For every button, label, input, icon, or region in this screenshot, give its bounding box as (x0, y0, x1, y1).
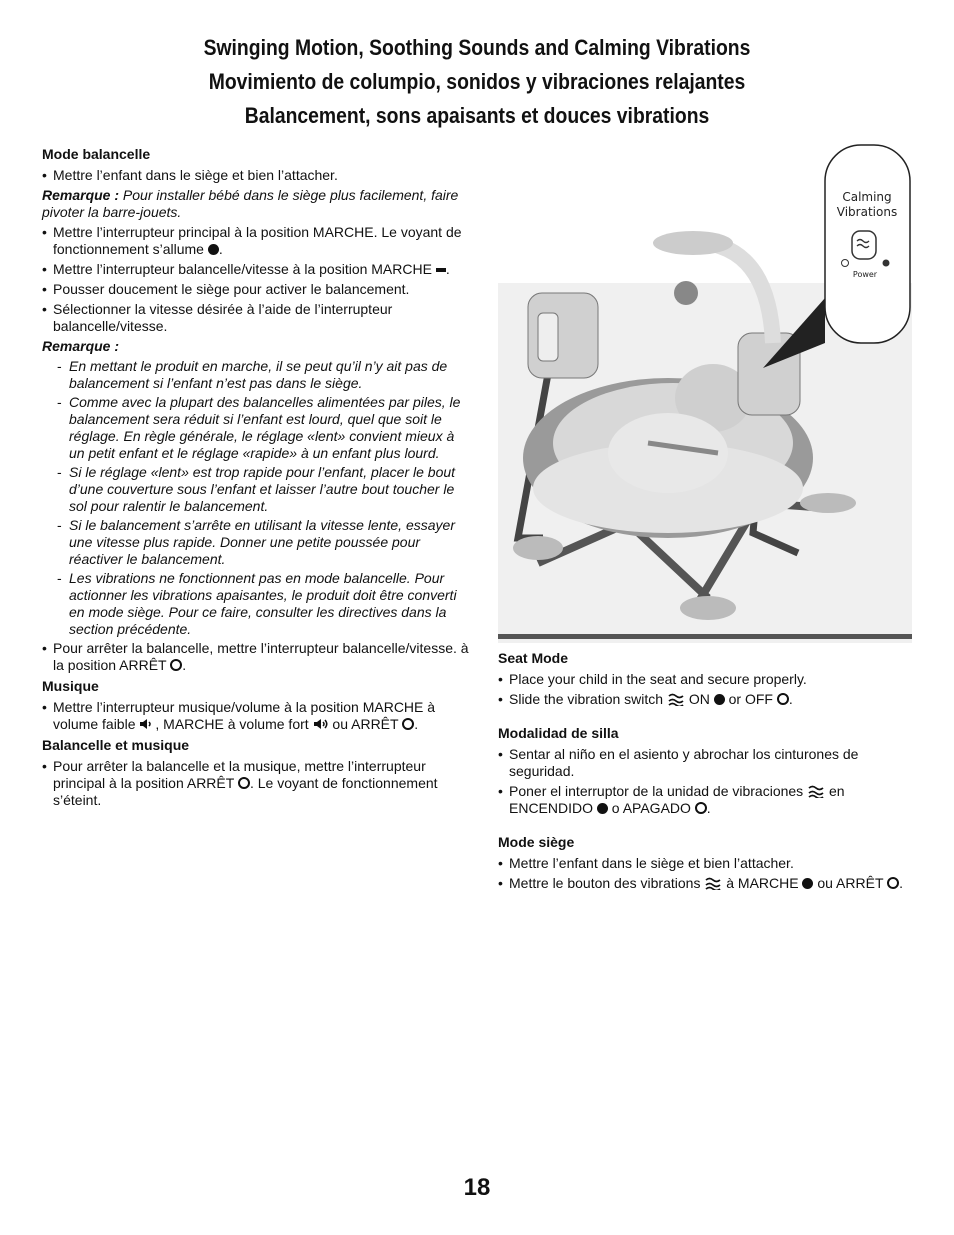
low-volume-icon (139, 718, 155, 730)
off-ring-icon (777, 693, 789, 705)
bullet-text: . Le voyant de fonctionnement s’éteint. (53, 775, 438, 808)
bullet-text: Mettre l’enfant dans le siège et bien l’attacher. (509, 855, 794, 871)
dash-item: - Comme avec la plupart des balancelles alimentées par piles, le balancement sera réduit si l’enfant est lourd, quel que soit le réglage. En règle générale, le réglage «lent» convient mieux à un petit enfant et le réglage «rapide» à un enfant plus lourd. (42, 394, 472, 462)
dash-item: - Si le réglage «lent» est trop rapide pour l’enfant, placer le bout d’une couverture sous l’enfant et laisser l’autre bout toucher le sol pour ralentir le balancement. (42, 464, 472, 515)
bullet-text: ON (684, 691, 714, 707)
bullet-item: • Mettre le bouton des vibrations à MARCHE ou ARRÊT . (498, 875, 918, 892)
vibration-switch-icon (852, 231, 876, 259)
bullet-text: ou ARRÊT (328, 716, 403, 732)
dash-item: - Si le balancement s’arrête en utilisant la vitesse lente, essayer une vitesse plus rapide. Donner une petite poussée pour réactiver le balancement. (42, 517, 472, 568)
bullet-item: • Slide the vibration switch ON or OFF . (498, 691, 918, 708)
bullet-item: • Mettre l’interrupteur musique/volume à la position MARCHE à volume faible , MARCHE à volume fort ou ARRÊT . (42, 699, 472, 733)
bullet-item (42, 167, 472, 184)
title-english: Swinging Motion, Soothing Sounds and Calming Vibrations (203, 35, 751, 60)
note-label: Remarque : (42, 187, 120, 203)
high-volume-icon (313, 718, 329, 730)
off-ring-icon (402, 718, 414, 730)
note-paragraph (42, 187, 472, 221)
dash-item: - En mettant le produit en marche, il se peut qu’il n’y ait pas de balancement si l’enfant n’est pas dans le siège. (42, 358, 472, 392)
callout-label-1: Calming (842, 190, 892, 204)
right-column (498, 650, 918, 895)
bullet-text: Mettre l’interrupteur musique/volume à la position MARCHE à volume faible (53, 699, 436, 732)
section-divider (498, 634, 912, 639)
bullet-text: Poner el interruptor de la unidad de vibraciones (509, 783, 808, 799)
vibration-icon (704, 876, 722, 890)
title-french: Balancement, sons apaisants et douces vibrations (244, 103, 710, 128)
musique-heading: Musique (42, 678, 99, 694)
seat-mode-heading: Seat Mode (498, 650, 569, 666)
bullet-text: à MARCHE (722, 875, 803, 891)
bullet-text: o APAGADO (607, 800, 695, 816)
page-titles (0, 34, 954, 136)
swing-seat-illustration (498, 143, 912, 643)
callout-power-label: Power (852, 270, 878, 279)
bullet-text: ou ARRÊT (813, 875, 888, 891)
note-text: Pour installer bébé dans le siège plus facilement, faire pivoter la barre-jouets. (42, 187, 459, 220)
modalidad-silla-heading: Modalidad de silla (498, 725, 619, 741)
on-dot-icon (597, 803, 608, 814)
note-label: Remarque : (42, 338, 120, 354)
vibration-icon (667, 692, 685, 706)
on-dot-icon (802, 878, 813, 889)
bullet-item (42, 301, 472, 335)
callout-label-2: Vibrations (836, 205, 898, 219)
bullet-item: • Poner el interruptor de la unidad de vibraciones en ENCENDIDO o APAGADO . (498, 783, 918, 817)
mode-balancelle-heading: Mode balancelle (42, 146, 151, 162)
bullet-text: or OFF (724, 691, 777, 707)
bullet-text: Mettre l’enfant dans le siège et bien l’attacher. (53, 167, 338, 183)
bullet-text: Mettre l’interrupteur principal à la position MARCHE. Le voyant de fonctionnement s’allume (53, 224, 462, 257)
bullet-item (42, 281, 472, 298)
dash-item: - Les vibrations ne fonctionnent pas en mode balancelle. Pour actionner les vibrations apaisantes, le produit doit être converti en mode siège. Pour ce faire, consulter les directives dans la section précédente. (42, 570, 472, 638)
balancelle-musique-heading: Balancelle et musique (42, 737, 190, 753)
bullet-item (498, 855, 918, 872)
off-ring-icon (887, 877, 899, 889)
bullet-text: Slide the vibration switch (509, 691, 667, 707)
left-column (42, 146, 472, 812)
bullet-text: Pour arrêter la balancelle, mettre l’interrupteur balancelle/vitesse. à la position ARRÊT (53, 640, 469, 673)
off-ring-icon (238, 777, 250, 789)
bullet-item: • Mettre l’interrupteur principal à la position MARCHE. Le voyant de fonctionnement s’allume . (42, 224, 472, 258)
bullet-text: Mettre le bouton des vibrations (509, 875, 705, 891)
bullet-text: Sélectionner la vitesse désirée à l’aide de l’interrupteur balancelle/vitesse. (53, 301, 393, 334)
on-dot-icon (208, 244, 219, 255)
swing-on-dash-icon (436, 268, 446, 272)
vibration-icon (807, 784, 825, 798)
off-ring-icon (695, 802, 707, 814)
on-dot-icon (714, 694, 725, 705)
page-number: 18 (463, 1174, 491, 1201)
note-paragraph (42, 338, 472, 355)
bullet-text: Mettre l’interrupteur balancelle/vitesse à la position MARCHE (53, 261, 436, 277)
bullet-text: en ENCENDIDO (509, 783, 845, 816)
bullet-item (498, 746, 918, 780)
bullet-text: Pousser doucement le siège pour activer le balancement. (53, 281, 410, 297)
title-spanish: Movimiento de columpio, sonidos y vibraciones relajantes (208, 69, 746, 94)
bullet-item: • Pour arrêter la balancelle, mettre l’interrupteur balancelle/vitesse. à la position ARRÊT . (42, 640, 472, 674)
off-ring-icon (170, 659, 182, 671)
bullet-item: • Mettre l’interrupteur balancelle/vitesse à la position MARCHE . (42, 261, 472, 278)
bullet-text: , MARCHE à volume fort (155, 716, 313, 732)
mode-siege-heading: Mode siège (498, 834, 575, 850)
bullet-text: Place your child in the seat and secure properly. (509, 671, 807, 687)
bullet-text: Pour arrêter la balancelle et la musique, mettre l’interrupteur principal à la position ARRÊT (53, 758, 426, 791)
bullet-text: Sentar al niño en el asiento y abrochar los cinturones de seguridad. (509, 746, 859, 779)
bullet-item (498, 671, 918, 688)
bullet-item (42, 758, 472, 809)
